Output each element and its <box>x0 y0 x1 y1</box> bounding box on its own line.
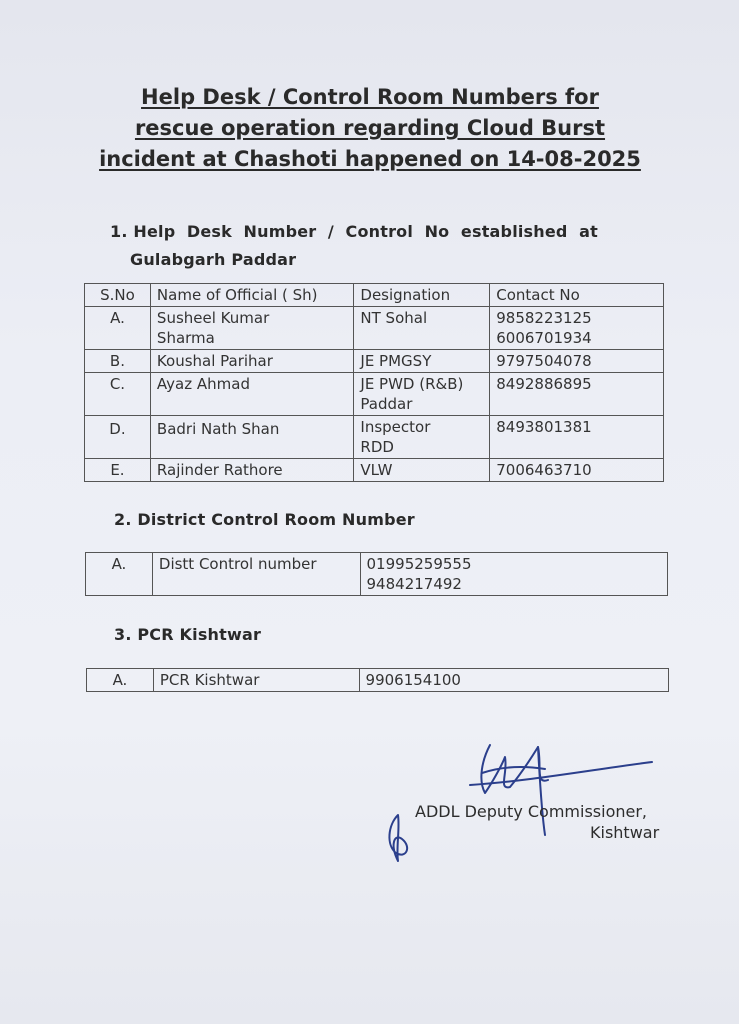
row-designation: NT Sohal <box>354 307 490 350</box>
row-contact: 8493801381 <box>490 416 664 459</box>
pcr-table <box>86 668 669 692</box>
row-sno: C. <box>85 373 151 416</box>
header-contact: Contact No <box>490 284 664 307</box>
row-name: Ayaz Ahmad <box>150 373 353 416</box>
help-desk-table <box>84 283 664 482</box>
row-sno: A. <box>86 553 153 596</box>
row-label: Distt Control number <box>152 553 360 596</box>
title-line-2: rescue operation regarding Cloud Burst <box>134 116 606 140</box>
header-sno: S.No <box>85 284 151 307</box>
row-contact: 9906154100 <box>359 669 668 692</box>
section-1-heading <box>110 222 660 241</box>
row-name: Badri Nath Shan <box>150 416 353 459</box>
row-sno: A. <box>85 307 151 350</box>
table-row <box>87 669 669 692</box>
row-contact: 9858223125 6006701934 <box>490 307 664 350</box>
row-name: Rajinder Rathore <box>150 459 353 482</box>
table-row <box>85 350 664 373</box>
row-sno: E. <box>85 459 151 482</box>
row-sno: B. <box>85 350 151 373</box>
row-contact: 7006463710 <box>490 459 664 482</box>
document-title <box>60 82 680 175</box>
table-header-row <box>85 284 664 307</box>
row-designation: VLW <box>354 459 490 482</box>
row-name: Koushal Parihar <box>150 350 353 373</box>
row-sno: A. <box>87 669 154 692</box>
row-contact: 8492886895 <box>490 373 664 416</box>
row-contact: 01995259555 9484217492 <box>360 553 667 596</box>
table-row <box>86 553 668 596</box>
table-row <box>85 459 664 482</box>
row-sno: D. <box>85 416 151 459</box>
header-designation: Designation <box>354 284 490 307</box>
title-line-3: incident at Chashoti happened on 14-08-2025 <box>99 147 641 171</box>
section-1-heading-line-1: 1. Help Desk Number / Control No established at <box>110 222 598 241</box>
section-1-heading-line-2: Gulabgarh Paddar <box>130 250 297 269</box>
row-designation: JE PMGSY <box>354 350 490 373</box>
title-line-1: Help Desk / Control Room Numbers for <box>141 85 599 109</box>
row-contact: 9797504078 <box>490 350 664 373</box>
district-control-table <box>85 552 668 596</box>
table-row <box>85 307 664 350</box>
row-name: Susheel Kumar Sharma <box>150 307 353 350</box>
section-3-heading: 3. PCR Kishtwar <box>114 625 262 644</box>
header-name: Name of Official ( Sh) <box>150 284 353 307</box>
table-row <box>85 373 664 416</box>
signature-designation: ADDL Deputy Commissioner, <box>415 802 648 821</box>
signature-location: Kishtwar <box>590 823 660 842</box>
row-designation: Inspector RDD <box>354 416 490 459</box>
row-label: PCR Kishtwar <box>153 669 359 692</box>
row-designation: JE PWD (R&B) Paddar <box>354 373 490 416</box>
section-2-heading: 2. District Control Room Number <box>114 510 415 529</box>
table-row <box>85 416 664 459</box>
